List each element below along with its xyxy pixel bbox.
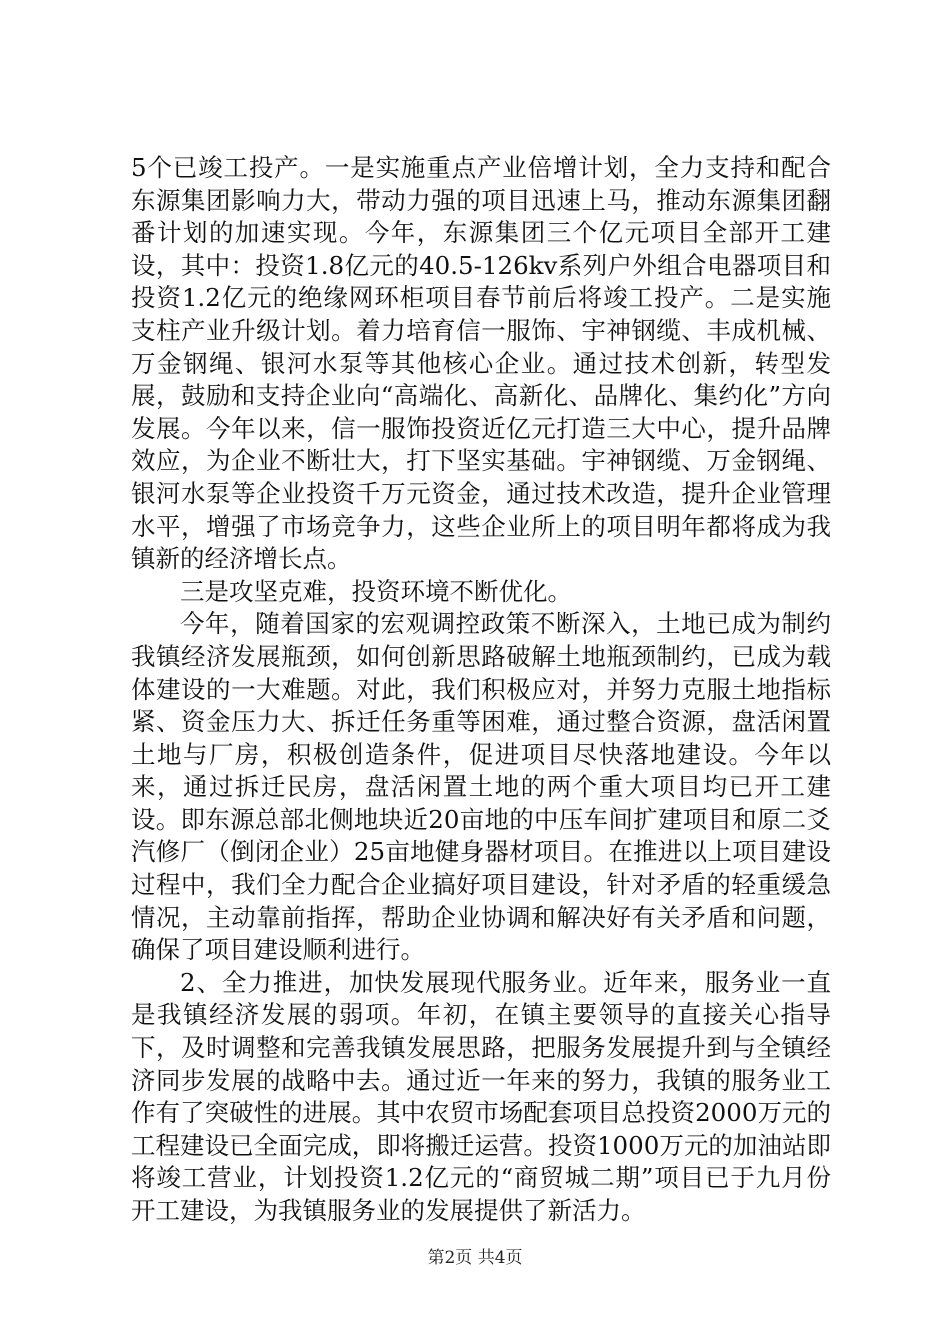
page-number-footer: 第2页 共4页 xyxy=(427,1248,523,1268)
document-body xyxy=(131,152,831,1228)
paragraph-2-heading: 三是攻坚克难，投资环境不断优化。 xyxy=(180,576,572,606)
paragraph-1: 5个已竣工投产。一是实施重点产业倍增计划，全力支持和配合东源集团影响力大，带动力强的项目迅速上马，推动东源集团翻番计划的加速实现。今年，东源集团三个亿元项目全部开工建设，其中：投资1.8亿元的40.5-126kv系列户外组合电器项目和投资1.2亿元的绝缘网环柜项目春节前后将竣工投产。二是实施支柱产业升级计划。着力培育信一服饰、宇神钢缆、丰成机械、万金钢绳、银河水泵等其他核心企业。通过技术创新，转型发展，鼓励和支持企业向“高端化、高新化、品牌化、集约化”方向发展。今年以来，信一服饰投资近亿元打造三大中心，提升品牌效应，为企业不断壮大，打下坚实基础。宇神钢缆、万金钢绳、银河水泵等企业投资千万元资金，通过技术改造，提升企业管理水平，增强了市场竞争力，这些企业所上的项目明年都将成为我镇新的经济增长点。 xyxy=(131,153,831,574)
paragraph-3: 今年，随着国家的宏观调控政策不断深入，土地已成为制约我镇经济发展瓶颈，如何创新思路破解土地瓶颈制约，已成为载体建设的一大难题。对此，我们积极应对，并努力克服土地指标紧、资金压力大、拆迁任务重等困难，通过整合资源，盘活闲置土地与厂房，积极创造条件，促进项目尽快落地建设。今年以来，通过拆迁民房，盘活闲置土地的两个重大项目均已开工建设。即东源总部北侧地块近20亩地的中压车间扩建项目和原二爻汽修厂（倒闭企业）25亩地健身器材项目。在推进以上项目建设过程中，我们全力配合企业搞好项目建设，针对矛盾的轻重缓急情况，主动靠前指挥，帮助企业协调和解决好有关矛盾和问题，确保了项目建设顺利进行。 xyxy=(131,609,831,965)
paragraph-4: 2、全力推进，加快发展现代服务业。近年来，服务业一直是我镇经济发展的弱项。年初，在镇主要领导的直接关心指导下，及时调整和完善我镇发展思路，把服务发展提升到与全镇经济同步发展的战略中去。通过近一年来的努力，我镇的服务业工作有了突破性的进展。其中农贸市场配套项目总投资2000万元的工程建设已全面完成，即将搬迁运营。投资1000万元的加油站即将竣工营业，计划投资1.2亿元的“商贸城二期”项目已于九月份开工建设，为我镇服务业的发展提供了新活力。 xyxy=(131,967,831,1225)
